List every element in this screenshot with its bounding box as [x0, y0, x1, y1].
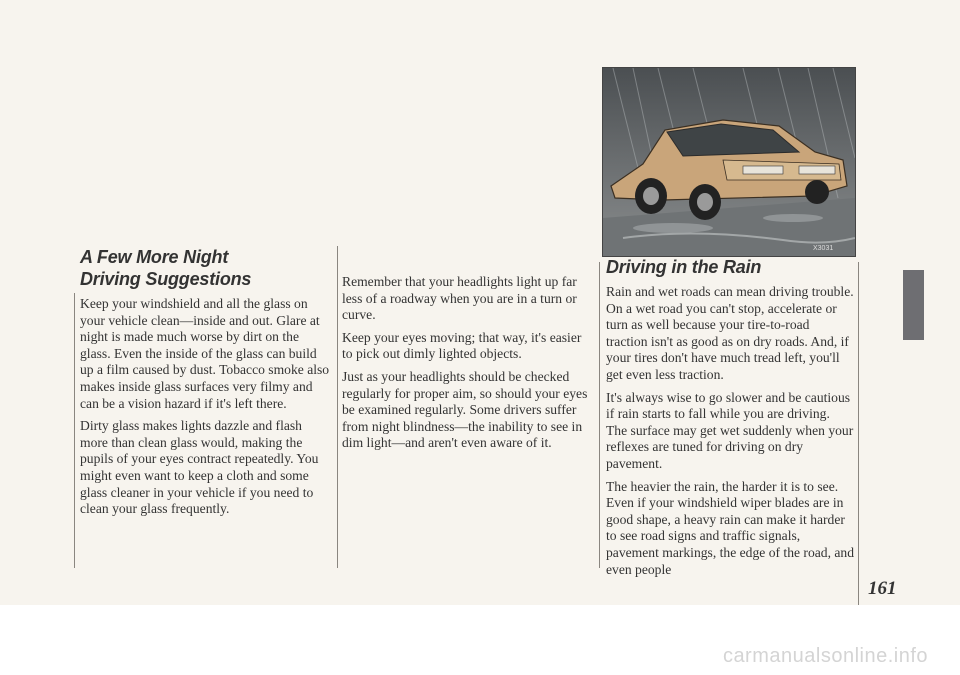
right-column: [606, 256, 854, 584]
paragraph: Remember that your headlights light up far less of a roadway when you are in a turn or curve.: [342, 274, 577, 323]
paragraph: The heavier the rain, the harder it is to see. Even if your windshield wiper blades are in good shape, a heavy rain can make it harder to see road signs and traffic signals, pavement markings, the edge of the road, and even people: [606, 478, 854, 577]
column-rule-left: [74, 293, 75, 568]
car-in-rain-illustration: [602, 67, 856, 257]
footer-watermark: carmanualsonline.info: [722, 645, 928, 667]
left-column: [80, 246, 332, 524]
paragraph: Keep your eyes moving; that way, it's easier to pick out dimly lighted objects.: [342, 329, 582, 362]
paragraph: Rain and wet roads can mean driving trouble. On a wet road you can't stop, accelerate or turn as well because your tire-to-road traction isn't as good as on dry roads. And, if your tires don't have much tread left, you'll get even less traction.: [606, 284, 854, 382]
chapter-thumb-tab: [903, 270, 924, 340]
paragraph: Just as your headlights should be checked regularly for proper aim, so should your eyes be examined regularly. Some drivers suffer from night blindness—the inability to see in dim light—and aren't even aware of it.: [342, 368, 588, 451]
section-heading-rain: Driving in the Rain: [606, 257, 762, 277]
illustration-code: X3031: [813, 245, 834, 252]
column-rule-far-right: [858, 262, 859, 605]
paragraph: Keep your windshield and all the glass on your vehicle clean—inside and out. Glare at night is made much worse by dirt on the glass. Even the inside of the glass can build up a film caused by dust. Tobacco smoke also makes inside glass surfaces very filmy and can be a vision hazard if it's left there.: [80, 296, 330, 411]
paragraph: Dirty glass makes lights dazzle and flash more than clean glass would, making the pupils of your eyes contract repeatedly. You might even want to keep a cloth and some glass cleaner in your vehicle if you need to clean your glass frequently.: [80, 418, 319, 517]
paragraph: It's always wise to go slower and be cautious if rain starts to fall while you are driving. The surface may get wet suddenly when your reflexes are tuned for driving on dry pavement.: [606, 389, 854, 471]
page-footer: [0, 605, 960, 675]
column-rule-middle: [337, 246, 338, 568]
page-number: 161: [868, 578, 897, 599]
section-heading-night-driving: A Few More Night Driving Suggestions: [80, 247, 252, 289]
middle-column: [342, 274, 594, 458]
car-in-rain-icon: [603, 68, 855, 256]
column-rule-right: [599, 262, 600, 568]
